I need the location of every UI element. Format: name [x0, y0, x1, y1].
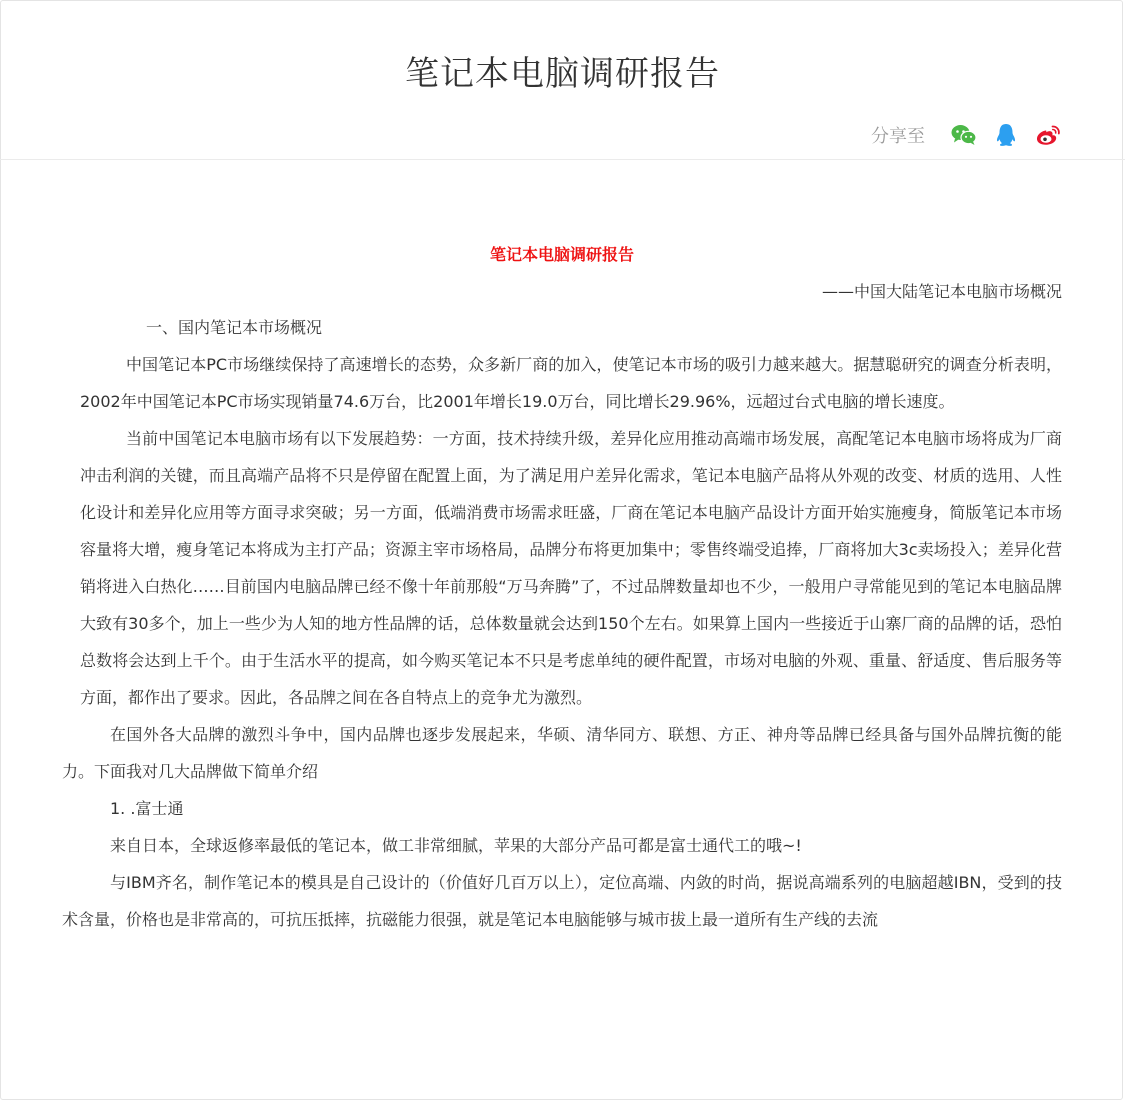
- share-label: 分享至: [871, 126, 925, 147]
- wechat-icon[interactable]: [949, 120, 979, 150]
- paragraph: 在国外各大品牌的激烈斗争中，国内品牌也逐步发展起来，华硕、清华同方、联想、方正、神舟等品牌已经具备与国外品牌抗衡的能力。下面我对几大品牌做下简单介绍: [62, 725, 1062, 781]
- list-item-heading: 1. .富士通: [110, 799, 184, 818]
- article-body: [62, 238, 1062, 938]
- doc-subtitle: ——中国大陆笔记本电脑市场概况: [821, 282, 1062, 301]
- paragraph: 当前中国笔记本电脑市场有以下发展趋势：一方面，技术持续升级，差异化应用推动高端市场发展，高配笔记本电脑市场将成为厂商冲击利润的关键，而且高端产品将不只是停留在配置上面，为了满足用户差异化需求，笔记本电脑产品将从外观的改变、材质的选用、人性化设计和差异化应用等方面寻求突破；另一方面，低端消费市场需求旺盛，厂商在笔记本电脑产品设计方面开始实施瘦身，简版笔记本市场容量将大增，瘦身笔记本将成为主打产品；资源主宰市场格局，品牌分布将更加集中；零售终端受追捧，厂商将加大3c卖场投入；差异化营销将进入白热化……目前国内电脑品牌已经不像十年前那般“万马奔腾”了，不过品牌数量却也不少，一般用户寻常能见到的笔记本电脑品牌大致有30多个，加上一些少为人知的地方性品牌的话，总体数量就会达到150个左右。如果算上国内一些接近于山寨厂商的品牌的话，恐怕总数将会达到上千个。由于生活水平的提高，如今购买笔记本不只是考虑单纯的硬件配置，市场对电脑的外观、重量、舒适度、售后服务等方面，都作出了要求。因此，各品牌之间在各自特点上的竞争尤为激烈。: [80, 429, 1062, 707]
- qq-icon[interactable]: [991, 120, 1021, 150]
- weibo-icon[interactable]: [1033, 120, 1063, 150]
- page-title: 笔记本电脑调研报告: [405, 54, 720, 94]
- doc-title: 笔记本电脑调研报告: [489, 245, 634, 264]
- share-bar: [871, 120, 1063, 150]
- paragraph: 与IBM齐名，制作笔记本的模具是自己设计的（价值好几百万以上），定位高端、内敛的时尚，据说高端系列的电脑超越IBN，受到的技术含量，价格也是非常高的，可抗压抵摔，抗磁能力很强，就是笔记本电脑能够与城市拔上最一道所有生产线的去流: [62, 873, 1062, 929]
- paragraph: 中国笔记本PC市场继续保持了高速增长的态势，众多新厂商的加入，使笔记本市场的吸引力越来越大。据慧聪研究的调查分析表明，2002年中国笔记本PC市场实现销量74.6万台，比2001年增长19.0万台，同比增长29.96%，远超过台式电脑的增长速度。: [80, 355, 1062, 411]
- section-heading: 一、国内笔记本市场概况: [146, 318, 323, 337]
- article-header: [0, 0, 1125, 160]
- paragraph: 来自日本，全球返修率最低的笔记本，做工非常细腻，苹果的大部分产品可都是富士通代工的哦~!: [110, 836, 802, 855]
